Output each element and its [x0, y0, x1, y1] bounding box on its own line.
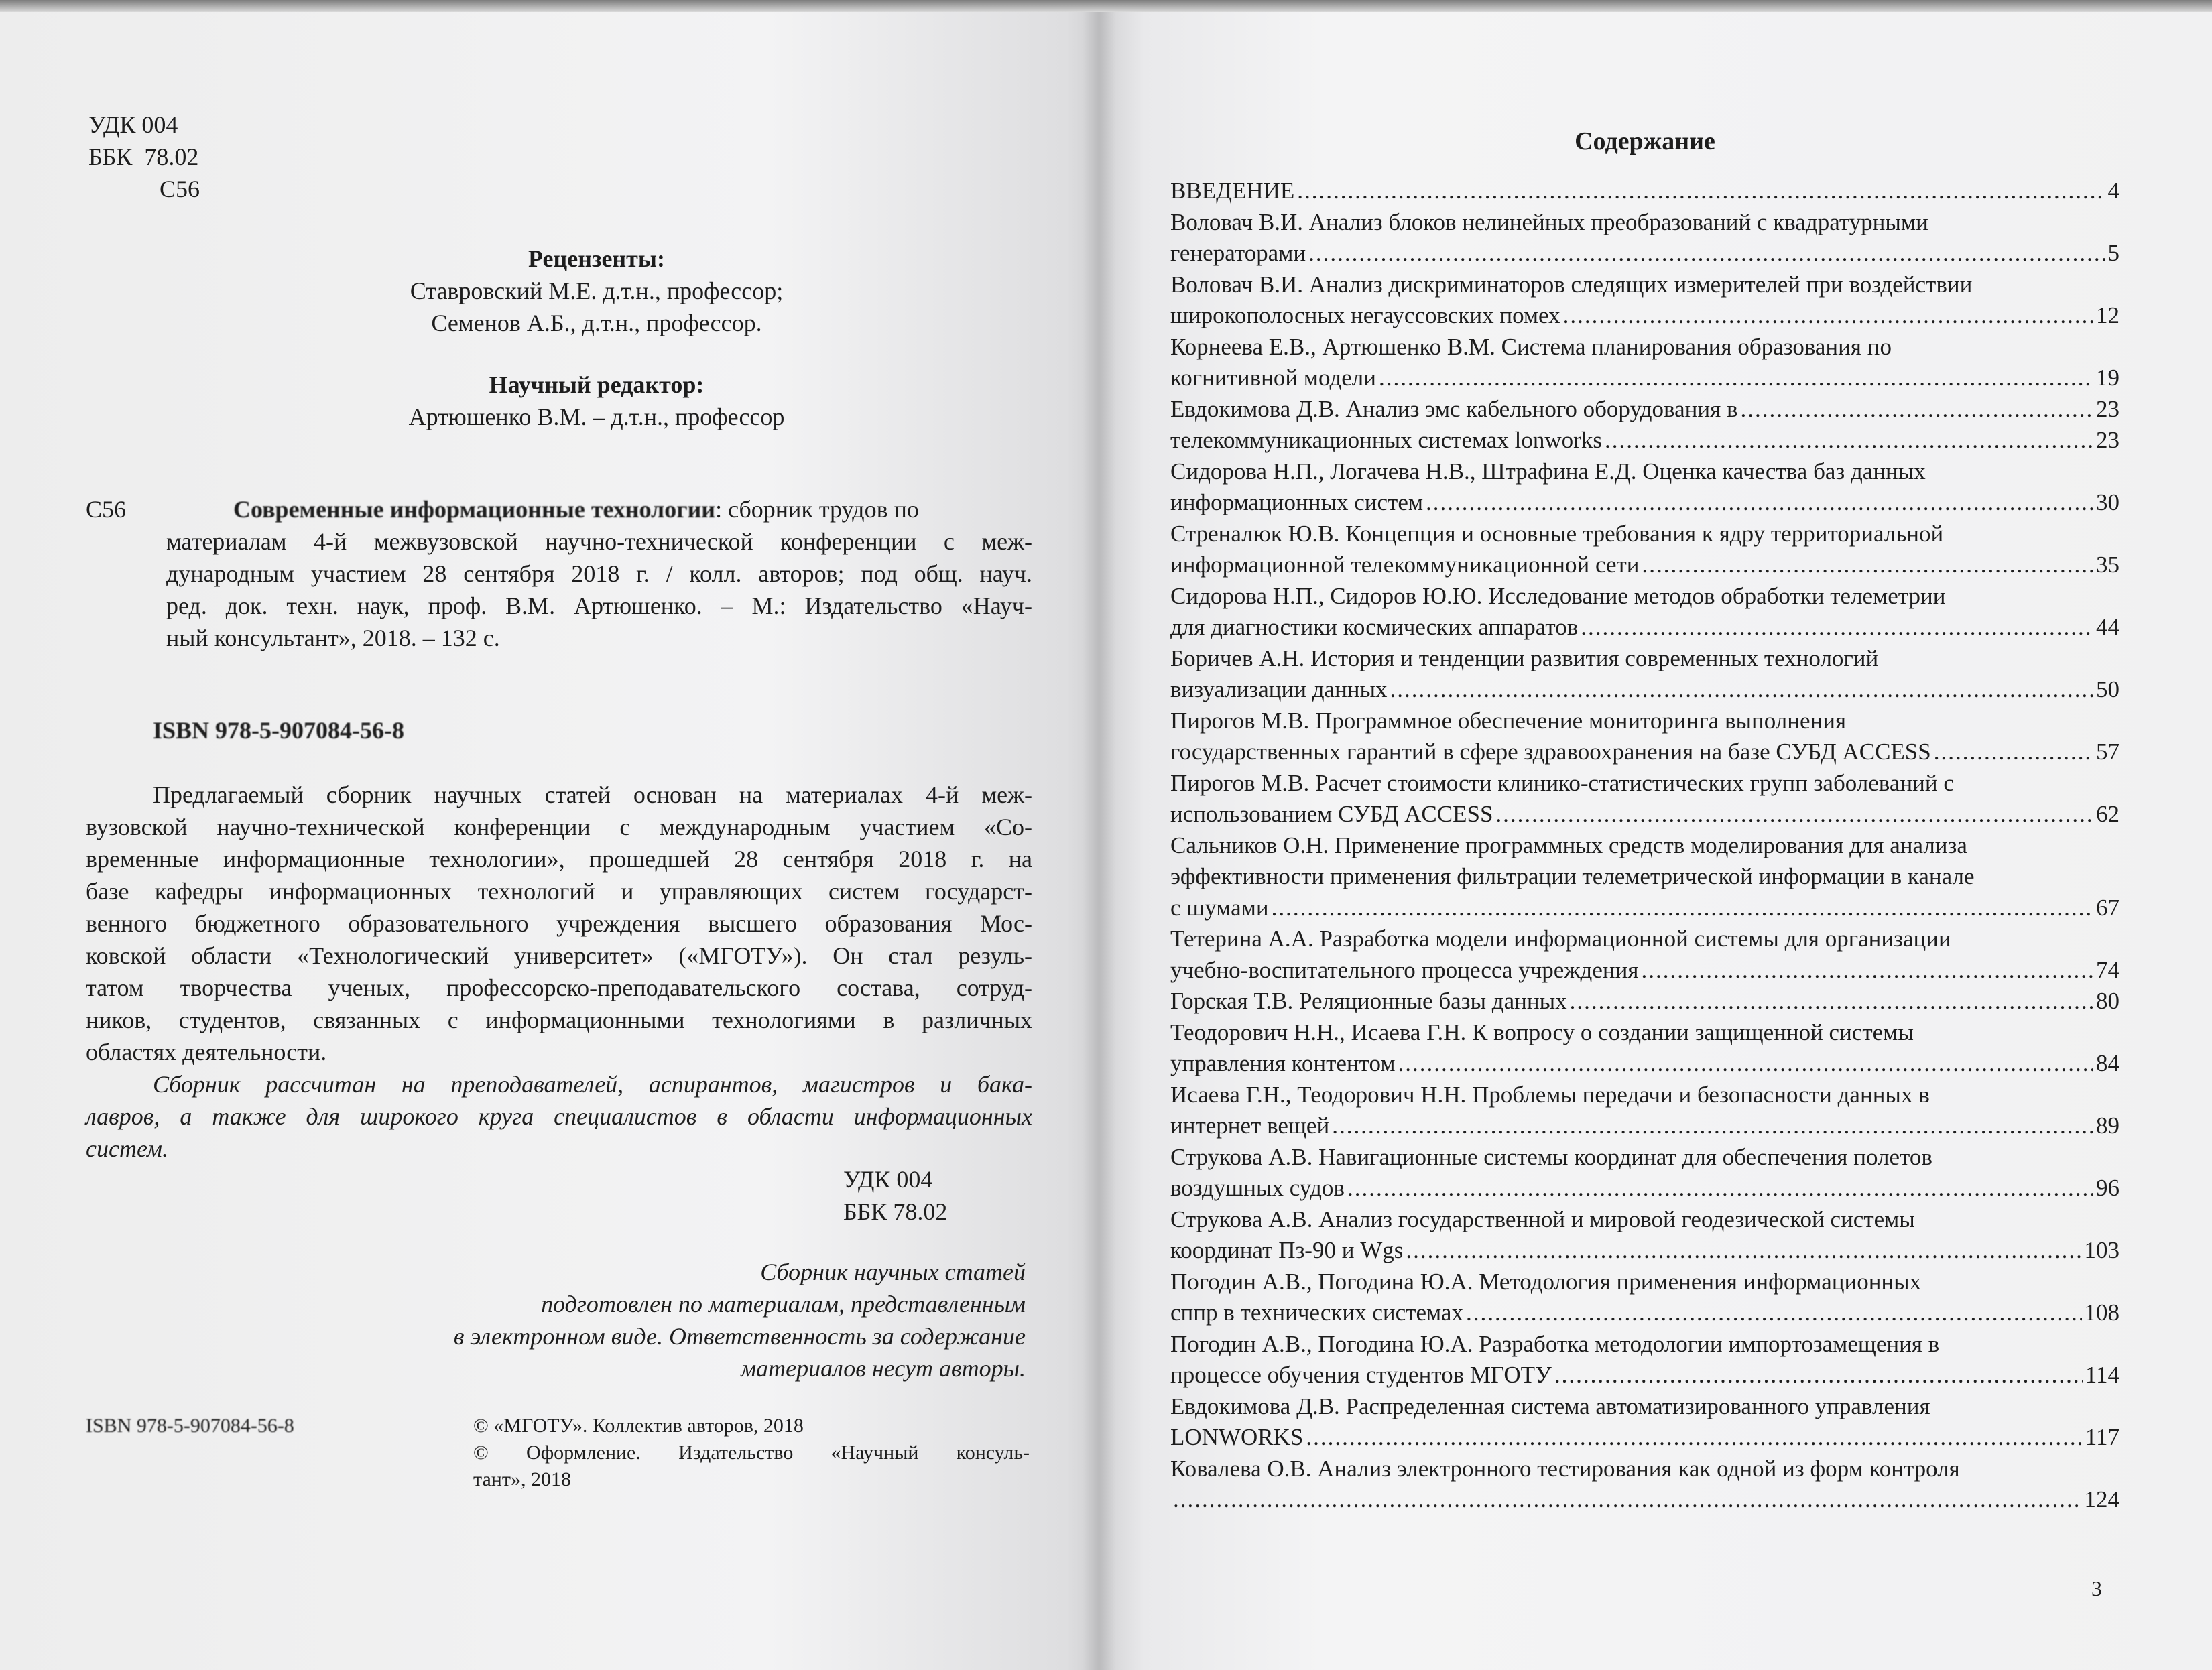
toc-entry-text: Воловач В.И. Анализ блоков нелинейных преобразований с квадратурными: [1170, 208, 1928, 235]
toc-entry-text: координат Пз-90 и Wgs: [1170, 1237, 1404, 1263]
toc-entry-text: ВВЕДЕНИЕ: [1170, 178, 1295, 204]
toc-dot-leader: [1570, 986, 2093, 1017]
catalog-code: С56: [86, 496, 127, 523]
toc-entry-text: Теодорович Н.Н., Исаева Г.Н. К вопросу о создании защищенной системы: [1170, 1019, 1914, 1045]
page-number: 3: [2091, 1576, 2102, 1600]
toc-leader-line: [1170, 1484, 2119, 1516]
toc-page-number: 30: [2096, 489, 2119, 515]
toc-dot-leader: [1297, 176, 2105, 207]
reviewer-2: Семенов А.Б., д.т.н., профессор.: [431, 310, 762, 336]
abstract-line: вузовской научно-технической конференции с международным участием «Со-: [86, 814, 1032, 840]
toc-entry-text: эффективности применения фильтрации телеметрической информации в канале: [1170, 863, 1975, 889]
toc-entry: [1170, 643, 2119, 706]
toc-dot-leader: [1581, 612, 2093, 643]
catalog-line-2: материалам 4-й межвузовской научно-технической конференции с меж-: [166, 528, 1032, 555]
abstract-line: ников, студентов, связанных с информационными технологиями в различных: [86, 1007, 1032, 1033]
toc-dot-leader: [1642, 550, 2093, 581]
toc-entry: [1170, 394, 2119, 426]
abstract-line: венного бюджетного образовательного учреждения высшего образования Мос-: [86, 910, 1032, 937]
toc-entry-text: визуализации данных: [1170, 676, 1388, 702]
abstract-line: временные информационные технологии», прошедшей 28 сентября 2018 г. на: [86, 846, 1032, 873]
toc-entry: [1170, 1329, 2119, 1391]
toc-leader-line: [1170, 176, 2119, 207]
note-line: подготовлен по материалам, представленным: [541, 1291, 1026, 1318]
toc-leader-line: [1170, 893, 2119, 924]
toc-leader-line: [1170, 487, 2119, 519]
toc-dot-leader: [1272, 893, 2093, 924]
toc-leader-line: [1170, 363, 2119, 394]
toc-dot-leader: [1563, 300, 2093, 332]
copyright-line-3: тант», 2018: [473, 1468, 571, 1490]
toc-entry: [1170, 425, 2119, 456]
toc-entry-text: Стреналюк Ю.В. Концепция и основные требования к ядру территориальной: [1170, 520, 1944, 547]
toc-entry: [1170, 1454, 2119, 1516]
toc-leader-line: [1170, 1422, 2119, 1454]
toc-dot-leader: [1740, 394, 2093, 426]
toc-dot-leader: [1934, 736, 2093, 768]
isbn-main: ISBN 978-5-907084-56-8: [153, 717, 404, 744]
toc-page-number: 19: [2096, 365, 2119, 391]
toc-leader-line: [1170, 1110, 2119, 1142]
toc-dot-leader: [1398, 1048, 2093, 1080]
toc-page-number: 62: [2096, 801, 2119, 827]
toc-entry-text: учебно-воспитательного процесса учреждения: [1170, 956, 1639, 983]
abstract: [86, 779, 1032, 1068]
toc-page-number: 23: [2096, 395, 2119, 422]
toc-dot-leader: [1379, 363, 2093, 394]
toc-leader-line: [1170, 300, 2119, 332]
toc-entry: [1170, 923, 2119, 986]
toc-entry-text: использованием СУБД ACCESS: [1170, 801, 1493, 827]
toc-leader-line: [1170, 550, 2119, 581]
toc-leader-line: [1170, 736, 2119, 768]
toc-dot-leader: [1390, 674, 2093, 706]
toc-entry-text: Струкова А.В. Анализ государственной и мировой геодезической системы: [1170, 1206, 1915, 1232]
toc-page-number: 84: [2096, 1050, 2119, 1076]
toc-entry: [1170, 986, 2119, 1017]
bbk-top: ББК 78.02: [88, 143, 199, 170]
abstract-line: базе кафедры информационных технологий и управляющих систем государст-: [86, 878, 1032, 905]
catalog-line-1: [233, 493, 1032, 525]
copyright-line-1: © «МГОТУ». Коллектив авторов, 2018: [473, 1415, 804, 1437]
audience-line: лавров, а также для широкого круга специалистов в области информационных: [86, 1103, 1032, 1130]
toc-page-number: 5: [2107, 240, 2119, 266]
toc-entry: [1170, 768, 2119, 830]
toc-entry-text: воздушных судов: [1170, 1175, 1345, 1201]
toc-entry-text: Воловач В.И. Анализ дискриминаторов следящих измерителей при воздействии: [1170, 271, 1973, 298]
toc-entry-text: Сидорова Н.П., Сидоров Ю.Ю. Исследование методов обработки телеметрии: [1170, 582, 1946, 609]
isbn-bottom: ISBN 978-5-907084-56-8: [86, 1415, 294, 1437]
toc-entry-text: государственных гарантий в сфере здравоохранения на базе СУБД ACCESS: [1170, 738, 1931, 765]
toc-entry-text: когнитивной модели: [1170, 365, 1376, 391]
toc-entry-text: Горская Т.В. Реляционные базы данных: [1170, 988, 1567, 1014]
toc-dot-leader: [1641, 955, 2093, 986]
toc-page-number: 44: [2096, 614, 2119, 640]
toc-entry-text: Боричев А.Н. История и тенденции развития современных технологий: [1170, 645, 1879, 671]
toc-page-number: 12: [2096, 302, 2119, 328]
toc-entry-text: Погодин А.В., Погодина Ю.А. Разработка методологии импортозамещения в: [1170, 1330, 1940, 1357]
toc-entry: [1170, 581, 2119, 643]
abstract-line: областях деятельности.: [86, 1039, 327, 1066]
toc-dot-leader: [1426, 487, 2093, 519]
copyright: [473, 1413, 1030, 1493]
toc-entry-text: Тетерина А.А. Разработка модели информационной системы для организации: [1170, 925, 1951, 952]
toc-entry: [1170, 830, 2119, 924]
toc-entry: [1170, 1204, 2119, 1267]
toc-entry: [1170, 269, 2119, 332]
catalog-line-5: ный консультант», 2018. – 132 с.: [166, 625, 500, 651]
toc-leader-line: [1170, 955, 2119, 986]
show-through: [275, 107, 798, 147]
toc-leader-line: [1170, 238, 2119, 269]
toc-entry: [1170, 1142, 2119, 1204]
note-line: материалов несут авторы.: [741, 1355, 1026, 1382]
toc-entry-text: Сидорова Н.П., Логачева Н.В., Штрафина Е.Д. Оценка качества баз данных: [1170, 458, 1926, 485]
toc-entry-text: Исаева Г.Н., Теодорович Н.Н. Проблемы передачи и безопасности данных в: [1170, 1081, 1930, 1108]
note-line: Сборник научных статей: [760, 1259, 1026, 1285]
toc-leader-line: [1170, 1235, 2119, 1267]
toc-entry-text: LONWORKS: [1170, 1424, 1304, 1450]
toc-title: Содержание: [1575, 127, 1715, 155]
editor-title: Научный редактор:: [489, 371, 704, 398]
toc-entry: [1170, 176, 2119, 207]
abstract-line: Предлагаемый сборник научных статей основан на материалах 4-й меж-: [153, 781, 1032, 808]
toc-dot-leader: [1347, 1173, 2093, 1204]
catalog-line-1-rest: : сборник трудов по: [715, 496, 919, 523]
toc-entry-text: для диагностики космических аппаратов: [1170, 614, 1579, 640]
toc-leader-line: [1170, 1360, 2119, 1391]
toc-entry: [1170, 456, 2119, 519]
audience-line: систем.: [86, 1135, 169, 1162]
toc-leader-line: [1170, 674, 2119, 706]
responsibility-note: [335, 1256, 1026, 1385]
catalog-title: Современные информационные технологии: [233, 496, 716, 523]
toc-dot-leader: [1308, 238, 2105, 269]
toc-entry-text: Ковалева О.В. Анализ электронного тестирования как одной из форм контроля: [1170, 1455, 1960, 1482]
toc-entry-text: Сальников О.Н. Применение программных средств моделирования для анализа: [1170, 832, 1967, 858]
toc-entry-text: информационной телекоммуникационной сети: [1170, 552, 1640, 578]
toc-dot-leader: [1605, 425, 2093, 456]
toc-entry-text: Пирогов М.В. Программное обеспечение мониторинга выполнения: [1170, 707, 1847, 734]
catalog-line-3: дународным участием 28 сентября 2018 г. / колл. авторов; под общ. науч.: [166, 560, 1032, 587]
toc-dot-leader: [1554, 1360, 2083, 1391]
toc-page-number: 35: [2096, 552, 2119, 578]
note-line: в электронном виде. Ответственность за содержание: [453, 1323, 1026, 1350]
toc-entry: [1170, 1080, 2119, 1142]
copyright-line-2: © Оформление. Издательство «Научный консуль-: [473, 1441, 1030, 1464]
toc-entry-text: Пирогов М.В. Расчет стоимости клинико-статистических групп заболеваний с: [1170, 769, 1954, 796]
toc-page-number: 108: [2084, 1299, 2119, 1326]
toc-entry: [1170, 1267, 2119, 1329]
toc-page-number: 103: [2084, 1237, 2119, 1263]
toc-leader-line: [1170, 986, 2119, 1017]
reviewers-title: Рецензенты:: [528, 245, 665, 272]
toc-dot-leader: [1466, 1297, 2082, 1329]
abstract-line: татом творчества ученых, профессорско-преподавательского состава, сотруд-: [86, 974, 1032, 1001]
book-binding: [1083, 0, 1116, 1670]
toc-dot-leader: [1332, 1110, 2093, 1142]
toc-leader-line: [1170, 612, 2119, 643]
catalog-line-4: ред. док. техн. наук, проф. В.М. Артюшенко. – М.: Издательство «Науч-: [166, 592, 1032, 619]
toc-entry: [1170, 332, 2119, 394]
table-of-contents: [1170, 176, 2119, 1516]
toc-entry-text: телекоммуникационных системах lonworks: [1170, 427, 1602, 453]
toc-entry: [1170, 1017, 2119, 1080]
toc-page-number: 80: [2096, 988, 2119, 1014]
toc-page-number: 67: [2096, 894, 2119, 921]
toc-entry-text: широкополосных негауссовских помех: [1170, 302, 1560, 328]
toc-page-number: 23: [2096, 427, 2119, 453]
audience-line: Сборник рассчитан на преподавателей, аспирантов, магистров и бака-: [153, 1071, 1032, 1098]
toc-page-number: 117: [2085, 1424, 2119, 1450]
toc-entry: [1170, 1391, 2119, 1454]
toc-dot-leader: [1306, 1422, 2082, 1454]
code-top: С56: [160, 176, 200, 202]
toc-page-number: 114: [2085, 1362, 2119, 1388]
bbk-bottom: ББК 78.02: [843, 1198, 948, 1225]
toc-entry-text: Струкова А.В. Навигационные системы координат для обеспечения полетов: [1170, 1143, 1932, 1170]
toc-leader-line: [1170, 799, 2119, 830]
reviewer-1: Ставровский М.Е. д.т.н., профессор;: [410, 277, 784, 304]
toc-entry: [1170, 706, 2119, 768]
toc-leader-line: [1170, 1297, 2119, 1329]
toc-entry-text: Погодин А.В., Погодина Ю.А. Методология применения информационных: [1170, 1268, 1922, 1295]
editor-name: Артюшенко В.М. – д.т.н., профессор: [408, 403, 785, 430]
toc-entry-text: интернет вещей: [1170, 1112, 1330, 1139]
toc-leader-line: [1170, 394, 2119, 426]
scan-edge: [0, 0, 2212, 12]
toc-entry-text: генераторами: [1170, 240, 1306, 266]
toc-entry: [1170, 207, 2119, 269]
toc-page-number: 124: [2084, 1486, 2119, 1513]
toc-entry-text: управления контентом: [1170, 1050, 1396, 1076]
udk-top: УДК 004: [88, 111, 178, 138]
toc-leader-line: [1170, 1048, 2119, 1080]
toc-entry: [1170, 519, 2119, 581]
toc-entry-text: Евдокимова Д.В. Распределенная система автоматизированного управления: [1170, 1393, 1930, 1419]
toc-entry-text: Корнеева Е.В., Артюшенко В.М. Система планирования образования по: [1170, 333, 1892, 360]
toc-page-number: 89: [2096, 1112, 2119, 1139]
toc-page-number: 96: [2096, 1175, 2119, 1201]
toc-page-number: 4: [2107, 178, 2119, 204]
audience-note: [86, 1068, 1032, 1165]
toc-dot-leader: [1406, 1235, 2081, 1267]
toc-leader-line: [1170, 1173, 2119, 1204]
toc-entry-text: Евдокимова Д.В. Анализ эмс кабельного оборудования в: [1170, 395, 1738, 422]
toc-page-number: 50: [2096, 676, 2119, 702]
toc-page-number: 57: [2096, 738, 2119, 765]
toc-entry-text: процессе обучения студентов МГОТУ: [1170, 1362, 1552, 1388]
toc-entry-text: с шумами: [1170, 894, 1269, 921]
toc-entry-text: информационных систем: [1170, 489, 1424, 515]
toc-page-number: 74: [2096, 956, 2119, 983]
toc-dot-leader: [1173, 1484, 2082, 1516]
toc-leader-line: [1170, 425, 2119, 456]
toc-dot-leader: [1495, 799, 2093, 830]
toc-entry-text: сппр в технических системах: [1170, 1299, 1463, 1326]
udk-bottom: УДК 004: [843, 1166, 933, 1193]
abstract-line: ковской области «Технологический университет» («МГОТУ»). Он стал резуль-: [86, 942, 1032, 969]
